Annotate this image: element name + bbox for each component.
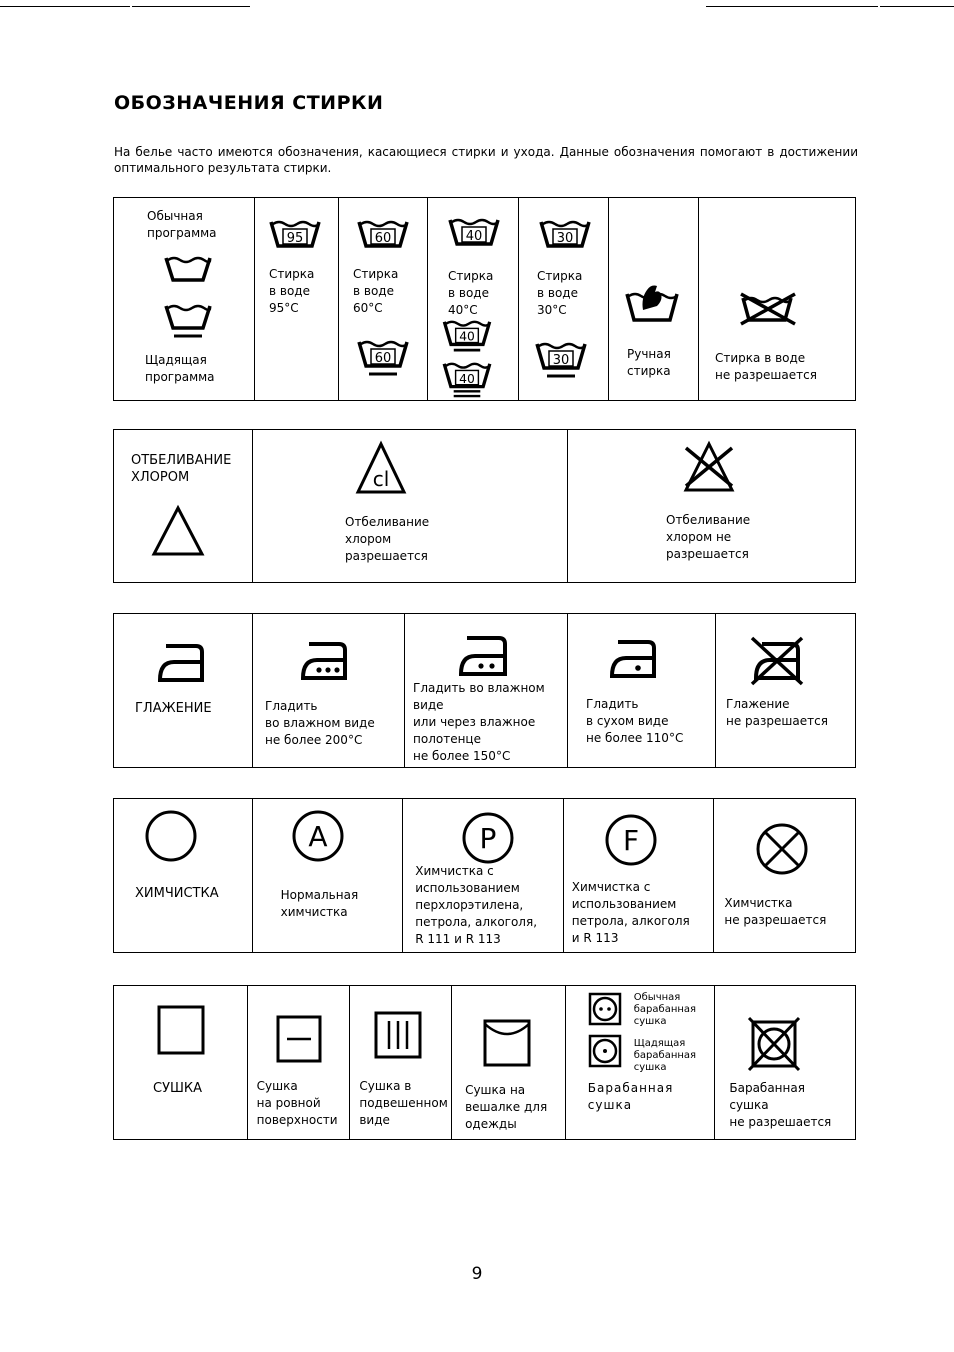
svg-text:30: 30 bbox=[552, 353, 570, 368]
normal-program-label: Обычная программа bbox=[147, 209, 217, 240]
drip-dry-icon bbox=[373, 1010, 423, 1060]
dry-clean-a-label: Нормальная химчистка bbox=[280, 888, 359, 919]
washing-basic-cell bbox=[114, 198, 255, 400]
dry-cleaning-heading-cell bbox=[114, 799, 253, 952]
svg-text:A: A bbox=[308, 820, 328, 853]
wash-40-icon bbox=[448, 216, 500, 248]
page-number: 9 bbox=[471, 1264, 483, 1284]
hand-wash-cell bbox=[609, 198, 699, 400]
wash-95-label: Стирка в воде 95°C bbox=[269, 267, 315, 315]
dry-clean-f-label: Химчистка с использованием петрола, алкоголя и R 113 bbox=[571, 880, 690, 945]
wash-30-label: Стирка в воде 30°C bbox=[537, 269, 583, 317]
header-rule-right-a bbox=[706, 6, 878, 7]
svg-text:60: 60 bbox=[374, 231, 392, 246]
line-dry-icon bbox=[482, 1018, 532, 1068]
wash-40-very-gentle-icon bbox=[442, 360, 492, 398]
bleach-allowed-label: Отбеливание хлором разрешается bbox=[345, 515, 430, 563]
svg-text:cl: cl bbox=[372, 467, 390, 491]
tumble-gentle-label: Щадящая барабанная сушка bbox=[633, 1038, 697, 1073]
tumble-dry-gentle-icon bbox=[588, 1034, 622, 1068]
dry-cleaning-table bbox=[113, 798, 856, 953]
do-not-dry-clean-icon bbox=[754, 821, 810, 877]
iron-medium-cell bbox=[405, 614, 568, 767]
dry-line-cell bbox=[452, 986, 566, 1139]
wash-40-gentle-icon bbox=[442, 318, 492, 352]
iron-three-dots-icon bbox=[299, 636, 351, 682]
dry-clean-f-icon bbox=[604, 813, 658, 867]
dry-drip-label: Сушка в подвешенном виде bbox=[359, 1079, 448, 1127]
header-rule-left-b bbox=[132, 6, 250, 7]
tumble-dry-normal-icon bbox=[588, 992, 622, 1026]
wash-40-label: Стирка в воде 40°C bbox=[448, 269, 494, 317]
hand-wash-label: Ручная стирка bbox=[627, 347, 671, 378]
bleach-not-allowed-label: Отбеливание хлором не разрешается bbox=[666, 513, 751, 561]
drying-heading-cell bbox=[114, 986, 248, 1139]
no-wash-cell bbox=[699, 198, 854, 400]
dry-drip-cell bbox=[350, 986, 452, 1139]
wash-30-cell bbox=[519, 198, 609, 400]
wash-tub-gentle-icon bbox=[164, 302, 212, 342]
ironing-heading-cell bbox=[114, 614, 253, 767]
wash-95-cell bbox=[255, 198, 339, 400]
wash-60-label: Стирка в воде 60°C bbox=[353, 267, 399, 315]
drying-table bbox=[113, 985, 856, 1140]
iron-icon bbox=[156, 638, 208, 684]
svg-text:30: 30 bbox=[556, 231, 574, 246]
iron-medium-label: Гладить во влажном виде или через влажное полотенце не более 150°C bbox=[413, 681, 545, 763]
svg-text:40: 40 bbox=[465, 229, 483, 244]
bleach-not-allowed-cell bbox=[568, 430, 854, 582]
wash-60-icon bbox=[357, 218, 409, 250]
no-bleach-icon bbox=[680, 440, 738, 494]
tumble-dry-cell bbox=[566, 986, 716, 1139]
dry-clean-a-icon bbox=[291, 809, 345, 863]
svg-text:F: F bbox=[622, 824, 639, 857]
wash-30-gentle-icon bbox=[535, 340, 587, 380]
do-not-iron-icon bbox=[748, 634, 806, 688]
iron-low-cell bbox=[568, 614, 716, 767]
dry-clean-no-label: Химчистка не разрешается bbox=[724, 896, 827, 927]
wash-tub-icon bbox=[164, 254, 212, 284]
do-not-tumble-dry-icon bbox=[747, 1016, 801, 1072]
dry-flat-cell bbox=[248, 986, 351, 1139]
header-rule-left-a bbox=[0, 6, 130, 7]
tumble-normal-label: Обычная барабанная сушка bbox=[633, 992, 697, 1027]
dry-cleaning-heading: ХИМЧИСТКА bbox=[135, 886, 219, 901]
dry-clean-circle-icon bbox=[144, 809, 198, 863]
dry-clean-f-cell bbox=[564, 799, 715, 952]
dry-clean-p-icon bbox=[461, 811, 515, 865]
dry-flat-label: Сушка на ровной поверхности bbox=[256, 1079, 338, 1127]
drying-square-icon bbox=[156, 1004, 206, 1056]
iron-high-cell bbox=[253, 614, 405, 767]
no-tumble-label: Барабанная сушка не разрешается bbox=[729, 1081, 832, 1129]
iron-no-label: Глажение не разрешается bbox=[726, 697, 828, 728]
bleach-heading-cell bbox=[114, 430, 253, 582]
header-rule-right-b bbox=[880, 6, 954, 7]
tumble-label: Барабанная сушка bbox=[587, 1081, 674, 1112]
no-tumble-cell bbox=[715, 986, 855, 1139]
drying-heading: СУШКА bbox=[153, 1081, 203, 1096]
dry-line-label: Сушка на вешалке для одежды bbox=[465, 1083, 548, 1131]
page-title: ОБОЗНАЧЕНИЯ СТИРКИ bbox=[114, 92, 384, 114]
iron-no-cell bbox=[716, 614, 854, 767]
iron-high-label: Гладить во влажном виде не более 200°C bbox=[265, 699, 375, 747]
dry-clean-a-cell bbox=[253, 799, 404, 952]
do-not-wash-icon bbox=[737, 292, 799, 326]
wash-60-cell bbox=[339, 198, 428, 400]
wash-95-icon bbox=[269, 218, 321, 250]
iron-two-dots-icon bbox=[457, 630, 511, 678]
intro-text: На белье часто имеются обозначения, касающиеся стирки и ухода. Данные обозначения помогают в достижении оптимального результата стирки. bbox=[114, 145, 858, 175]
svg-text:40: 40 bbox=[459, 371, 475, 386]
wash-40-cell bbox=[428, 198, 519, 400]
dry-clean-p-label: Химчистка с использованием перхлорэтилена, петрола, алкоголя, R 111 и R 113 bbox=[415, 864, 538, 946]
hand-wash-icon bbox=[625, 280, 679, 324]
svg-text:P: P bbox=[479, 822, 497, 855]
bleach-allowed-cell bbox=[253, 430, 568, 582]
bleach-heading: ОТБЕЛИВАНИЕ ХЛОРОМ bbox=[131, 453, 232, 485]
svg-text:40: 40 bbox=[459, 329, 475, 344]
dry-flat-icon bbox=[275, 1014, 323, 1064]
ironing-table bbox=[113, 613, 856, 768]
washing-table bbox=[113, 197, 856, 401]
wash-60-gentle-icon bbox=[357, 338, 409, 378]
bleach-table bbox=[113, 429, 856, 583]
iron-low-label: Гладить в сухом виде не более 110°C bbox=[586, 697, 684, 745]
dry-clean-no-cell bbox=[714, 799, 855, 952]
iron-one-dot-icon bbox=[608, 634, 660, 680]
bleach-triangle-icon bbox=[150, 504, 206, 558]
wash-30-icon bbox=[539, 218, 591, 250]
gentle-program-label: Щадящая программа bbox=[145, 353, 215, 384]
svg-text:60: 60 bbox=[374, 351, 392, 366]
no-wash-label: Стирка в воде не разрешается bbox=[715, 351, 817, 382]
ironing-heading: ГЛАЖЕНИЕ bbox=[135, 701, 212, 716]
bleach-cl-icon bbox=[355, 440, 407, 496]
svg-text:95: 95 bbox=[286, 231, 304, 246]
dry-clean-p-cell bbox=[403, 799, 564, 952]
